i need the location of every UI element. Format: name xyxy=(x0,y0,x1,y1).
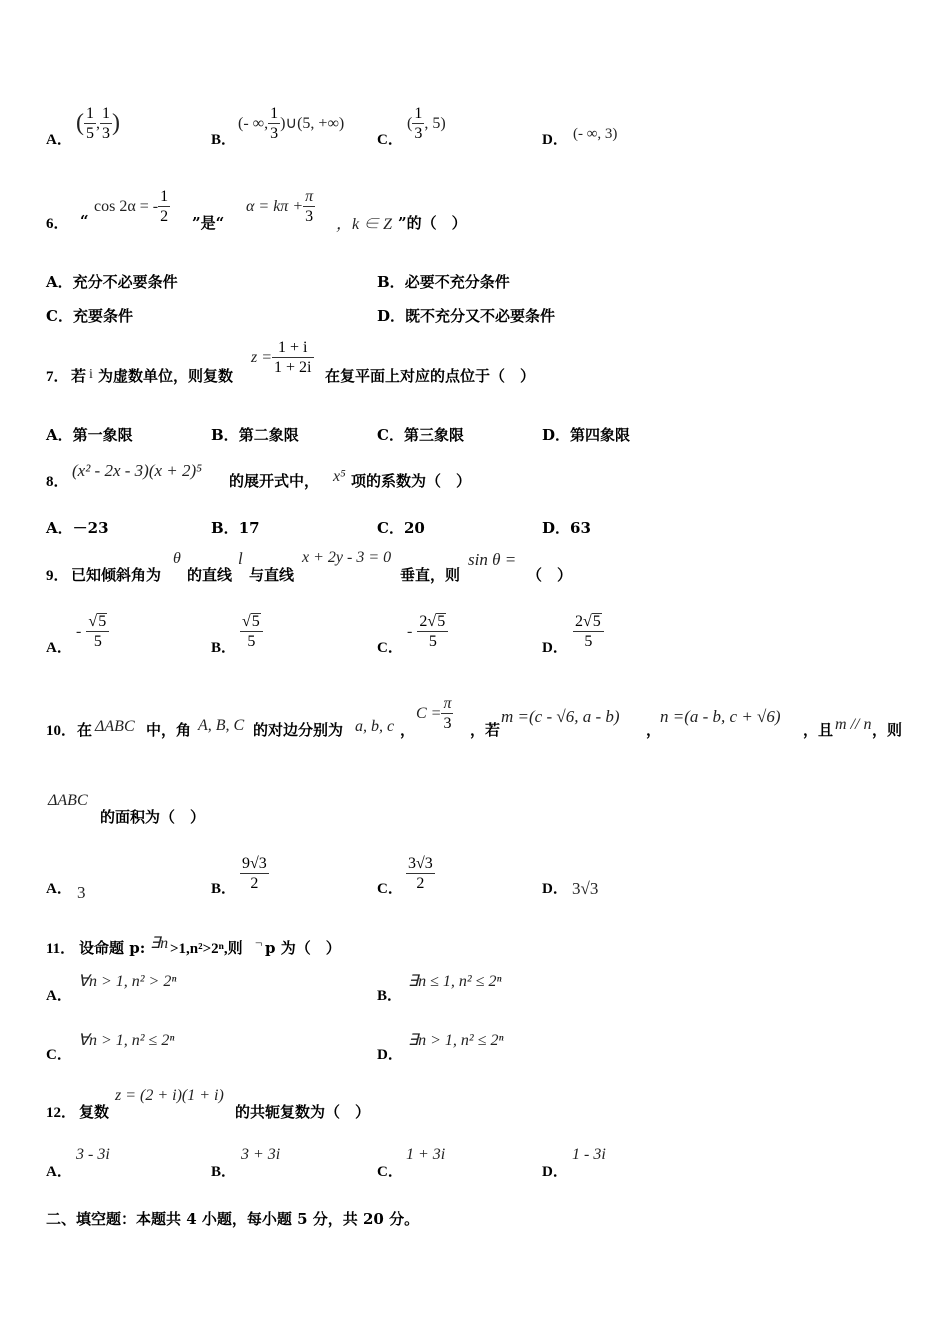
fraction xyxy=(303,187,315,226)
fraction xyxy=(100,104,112,143)
q10-option-a-text: 3 xyxy=(77,883,86,902)
c-eq: C = xyxy=(416,705,442,722)
q10-option-d-text: 3√3 xyxy=(572,879,599,898)
q10-option-d-label[interactable]: D． xyxy=(542,881,568,897)
line-equation: x + 2y - 3 = 0 xyxy=(302,549,392,566)
quote-open: “ xyxy=(80,212,89,230)
q6-tail: ”的（ ） xyxy=(398,214,467,232)
angles: A, B, C xyxy=(198,717,245,734)
expr-post: )∪(5, +∞) xyxy=(280,115,345,132)
denominator: 3 xyxy=(305,208,314,225)
q6-connector: ”是“ xyxy=(192,214,225,232)
option-text: 既不充分又不必要条件 xyxy=(405,307,556,325)
theta: θ xyxy=(173,550,181,567)
q7-option-a[interactable] xyxy=(46,424,133,445)
numerator: π xyxy=(305,188,314,205)
q9-option-d-math xyxy=(573,612,604,651)
text: 的共轭复数为（ ） xyxy=(235,1103,371,1121)
q6-cos-expr xyxy=(94,187,170,226)
text: ， xyxy=(646,721,662,739)
q10-option-a-label[interactable]: A． xyxy=(46,881,72,897)
q7-option-d[interactable] xyxy=(542,424,630,445)
q6-alpha-expr xyxy=(246,187,315,226)
q8-option-b[interactable] xyxy=(211,517,260,538)
text: 与直线 xyxy=(249,566,295,584)
q10-c-angle xyxy=(416,694,453,733)
fraction: $\frac{√5}{5}$ xyxy=(240,612,263,651)
text: 复数 xyxy=(79,1103,110,1121)
q9-option-d-label[interactable]: D． xyxy=(542,640,568,656)
text: （ ） xyxy=(527,566,573,584)
q12-option-b-label[interactable]: B． xyxy=(211,1164,237,1180)
text: 中，角 xyxy=(146,721,192,739)
q6-number: 6． xyxy=(46,216,69,232)
line-l: l xyxy=(238,549,243,568)
exists-n: ∃n xyxy=(150,935,169,952)
q5-option-c-math xyxy=(407,104,446,143)
fraction: $\frac{√5}{5}$ xyxy=(86,612,109,651)
text: 的面积为（ ） xyxy=(100,808,206,826)
z-expr: z = (2 + i)(1 + i) xyxy=(115,1087,224,1104)
q12-option-d-text: 1 - 3i xyxy=(572,1146,606,1163)
text: p 为（ ） xyxy=(265,939,341,957)
text: ， xyxy=(400,721,416,739)
fraction xyxy=(84,104,96,143)
option-label: D． xyxy=(542,519,571,537)
q9-option-b-math xyxy=(240,612,263,651)
q12-option-a-text: 3 - 3i xyxy=(76,1146,110,1163)
fraction xyxy=(240,854,269,893)
option-label: A． xyxy=(46,426,73,444)
option-text: 20 xyxy=(403,519,425,537)
q10-number: 10． xyxy=(46,723,77,739)
radicand: 5 xyxy=(437,613,446,630)
q5-option-b-math xyxy=(238,104,344,143)
triangle-abc: ΔABC xyxy=(48,792,88,809)
option-text: 充分不必要条件 xyxy=(72,273,178,291)
option-label: C． xyxy=(377,519,404,537)
text: 项的系数为（ ） xyxy=(351,472,472,490)
text: >1,n²>2ⁿ,则 xyxy=(170,941,243,957)
q9-option-a-math xyxy=(76,612,109,651)
option-text: 第四象限 xyxy=(570,426,631,444)
option-label: D． xyxy=(542,426,571,444)
text: 的展开式中， xyxy=(229,472,320,490)
q6-option-c[interactable] xyxy=(46,305,133,326)
parallel-relation: m // n xyxy=(835,716,872,733)
k-domain: ，k ∈ Z xyxy=(336,216,393,233)
vector-m: m =(c - √6, a - b) xyxy=(501,707,620,726)
denominator: 3 xyxy=(414,125,423,142)
text: 在复平面上对应的点位于（ ） xyxy=(325,367,536,385)
q8-option-a[interactable] xyxy=(46,517,109,538)
q5-option-a-label[interactable]: A． xyxy=(46,132,72,148)
fraction xyxy=(158,187,170,226)
fraction xyxy=(441,694,453,733)
q9-option-b-label[interactable]: B． xyxy=(211,640,237,656)
q12-option-b-text: 3 + 3i xyxy=(241,1146,281,1163)
q12-number: 12． xyxy=(46,1105,77,1121)
numerator: 1 xyxy=(102,105,110,122)
polynomial-expr: (x² - 2x - 3)(x + 2)⁵ xyxy=(72,461,203,480)
text: 设命题 p: xyxy=(79,939,146,957)
denominator: 5 xyxy=(247,633,256,650)
q10-option-c-math xyxy=(406,854,435,893)
denominator: 3 xyxy=(443,715,452,732)
q9-option-c-label[interactable]: C． xyxy=(377,640,403,656)
option-text: 第三象限 xyxy=(403,426,464,444)
denominator: 5 xyxy=(86,125,94,142)
radicand: 5 xyxy=(98,613,107,630)
q12-option-c-label[interactable]: C． xyxy=(377,1164,403,1180)
q6-option-d[interactable] xyxy=(377,305,555,326)
section-heading: 二、填空题：本题共 4 小题，每小题 5 分，共 20 分。 xyxy=(46,1210,420,1228)
fraction: $\frac{2√5}{5}$ xyxy=(417,612,448,651)
sign: - xyxy=(407,623,413,640)
numerator: 1 + i xyxy=(272,338,313,358)
imaginary-unit: i xyxy=(89,367,93,382)
q11-option-b-text: ∃n ≤ 1, n² ≤ 2ⁿ xyxy=(408,973,502,990)
denominator: 2 xyxy=(160,208,169,225)
q5-option-d-math: (- ∞, 3) xyxy=(573,126,618,142)
q11-option-c-text: ∀n > 1, n² ≤ 2ⁿ xyxy=(78,1032,175,1049)
q5-option-c-label[interactable]: C． xyxy=(377,132,403,148)
numerator: 1 xyxy=(86,105,94,122)
q6-option-b[interactable] xyxy=(377,271,510,292)
radicand: 5 xyxy=(251,613,260,630)
q11-option-a-label[interactable]: A． xyxy=(46,988,72,1004)
vector-n: n =(a - b, c + √6) xyxy=(660,707,781,726)
q5-option-b-label[interactable]: B． xyxy=(211,132,237,148)
option-label: D． xyxy=(377,307,406,325)
comma: , xyxy=(96,115,100,132)
numerator: 1 xyxy=(414,105,423,122)
numerator: 1 xyxy=(160,188,169,205)
text: 已知倾斜角为 xyxy=(71,566,162,584)
option-label: C． xyxy=(377,426,404,444)
text: 为虚数单位，则复数 xyxy=(98,367,234,385)
option-text: 17 xyxy=(238,519,260,537)
denominator: 2 xyxy=(416,875,425,892)
q11-option-a-text: ∀n > 1, n² > 2ⁿ xyxy=(78,973,177,990)
denominator: 5 xyxy=(428,633,437,650)
q8-option-d[interactable] xyxy=(542,517,591,538)
coefficient: 2 xyxy=(419,613,428,630)
expr-post: , 5) xyxy=(424,115,446,132)
q9-option-c-math xyxy=(407,612,448,651)
q12-option-c-text: 1 + 3i xyxy=(406,1146,446,1163)
x5-term: x⁵ xyxy=(333,468,346,485)
q9-option-a-label[interactable]: A． xyxy=(46,640,72,656)
numerator: 3√3 xyxy=(408,855,433,872)
q11-option-b-label[interactable]: B． xyxy=(377,988,403,1004)
q10-option-c-label[interactable]: C． xyxy=(377,881,403,897)
fraction xyxy=(412,104,424,143)
denominator: 1 + 2i xyxy=(274,359,312,376)
option-label: B． xyxy=(211,426,239,444)
denominator: 5 xyxy=(93,633,102,650)
q12-option-d-label[interactable]: D． xyxy=(542,1164,568,1180)
negation: ¬ xyxy=(255,935,263,950)
text: ，则 xyxy=(872,721,903,739)
q8-number: 8． xyxy=(46,474,69,490)
q5-option-a-math xyxy=(76,104,120,143)
q9-number: 9． xyxy=(46,568,69,584)
option-label: A． xyxy=(46,519,73,537)
option-label: A． xyxy=(46,273,73,291)
paren: ( xyxy=(76,110,84,136)
triangle-abc: ΔABC xyxy=(95,718,135,735)
expr-pre: ( xyxy=(407,115,413,132)
radicand: 5 xyxy=(592,613,601,630)
q12-option-a-label[interactable]: A． xyxy=(46,1164,72,1180)
option-text: 第二象限 xyxy=(238,426,299,444)
denominator: 3 xyxy=(270,125,279,142)
option-text: 63 xyxy=(570,519,591,537)
sin-theta: sin θ = xyxy=(468,550,517,569)
q7-option-b[interactable] xyxy=(211,424,299,445)
q10-option-b-label[interactable]: B． xyxy=(211,881,237,897)
fraction xyxy=(268,104,280,143)
fraction xyxy=(272,338,313,377)
cos-expr: cos 2α = - xyxy=(94,198,159,215)
coefficient: 2 xyxy=(575,613,583,630)
denominator: 5 xyxy=(584,633,593,650)
text: 的直线 xyxy=(187,566,233,584)
denominator: 2 xyxy=(250,875,259,892)
q7-z-expr xyxy=(251,338,314,377)
option-label: B． xyxy=(377,273,405,291)
text: 垂直，则 xyxy=(400,566,461,584)
q11-option-d-text: ∃n > 1, n² ≤ 2ⁿ xyxy=(408,1032,504,1049)
alpha-expr: α = kπ + xyxy=(246,198,304,215)
text: 若 xyxy=(71,367,87,385)
fraction: $\frac{2√5}{5}$ xyxy=(573,612,604,651)
q11-option-c-label[interactable]: C． xyxy=(46,1047,72,1063)
q11-number: 11． xyxy=(46,941,76,957)
text: 的对边分别为 xyxy=(253,721,344,739)
q6-option-a[interactable] xyxy=(46,271,178,292)
text: 在 xyxy=(77,721,93,739)
numerator: 9√3 xyxy=(242,855,267,872)
q8-option-c[interactable] xyxy=(377,517,425,538)
option-text: 充要条件 xyxy=(72,307,133,325)
text: ，且 xyxy=(803,721,834,739)
q11-option-d-label[interactable]: D． xyxy=(377,1047,403,1063)
denominator: 3 xyxy=(102,125,110,142)
q10-option-b-math xyxy=(240,854,269,893)
q7-number: 7． xyxy=(46,369,69,385)
numerator: π xyxy=(443,695,452,712)
expr-pre: (- ∞, xyxy=(238,115,269,132)
q5-option-d-label[interactable]: D． xyxy=(542,132,568,148)
option-text: 必要不充分条件 xyxy=(404,273,510,291)
z-eq: z = xyxy=(251,349,273,366)
sides: a, b, c xyxy=(355,718,395,735)
sign: - xyxy=(76,623,82,640)
option-text: 第一象限 xyxy=(72,426,133,444)
paren: ) xyxy=(112,110,120,136)
option-text: －23 xyxy=(72,519,109,537)
fraction xyxy=(406,854,435,893)
q7-option-c[interactable] xyxy=(377,424,464,445)
text: ，若 xyxy=(470,721,501,739)
numerator: 1 xyxy=(270,105,279,122)
option-label: B． xyxy=(211,519,239,537)
option-label: C． xyxy=(46,307,73,325)
